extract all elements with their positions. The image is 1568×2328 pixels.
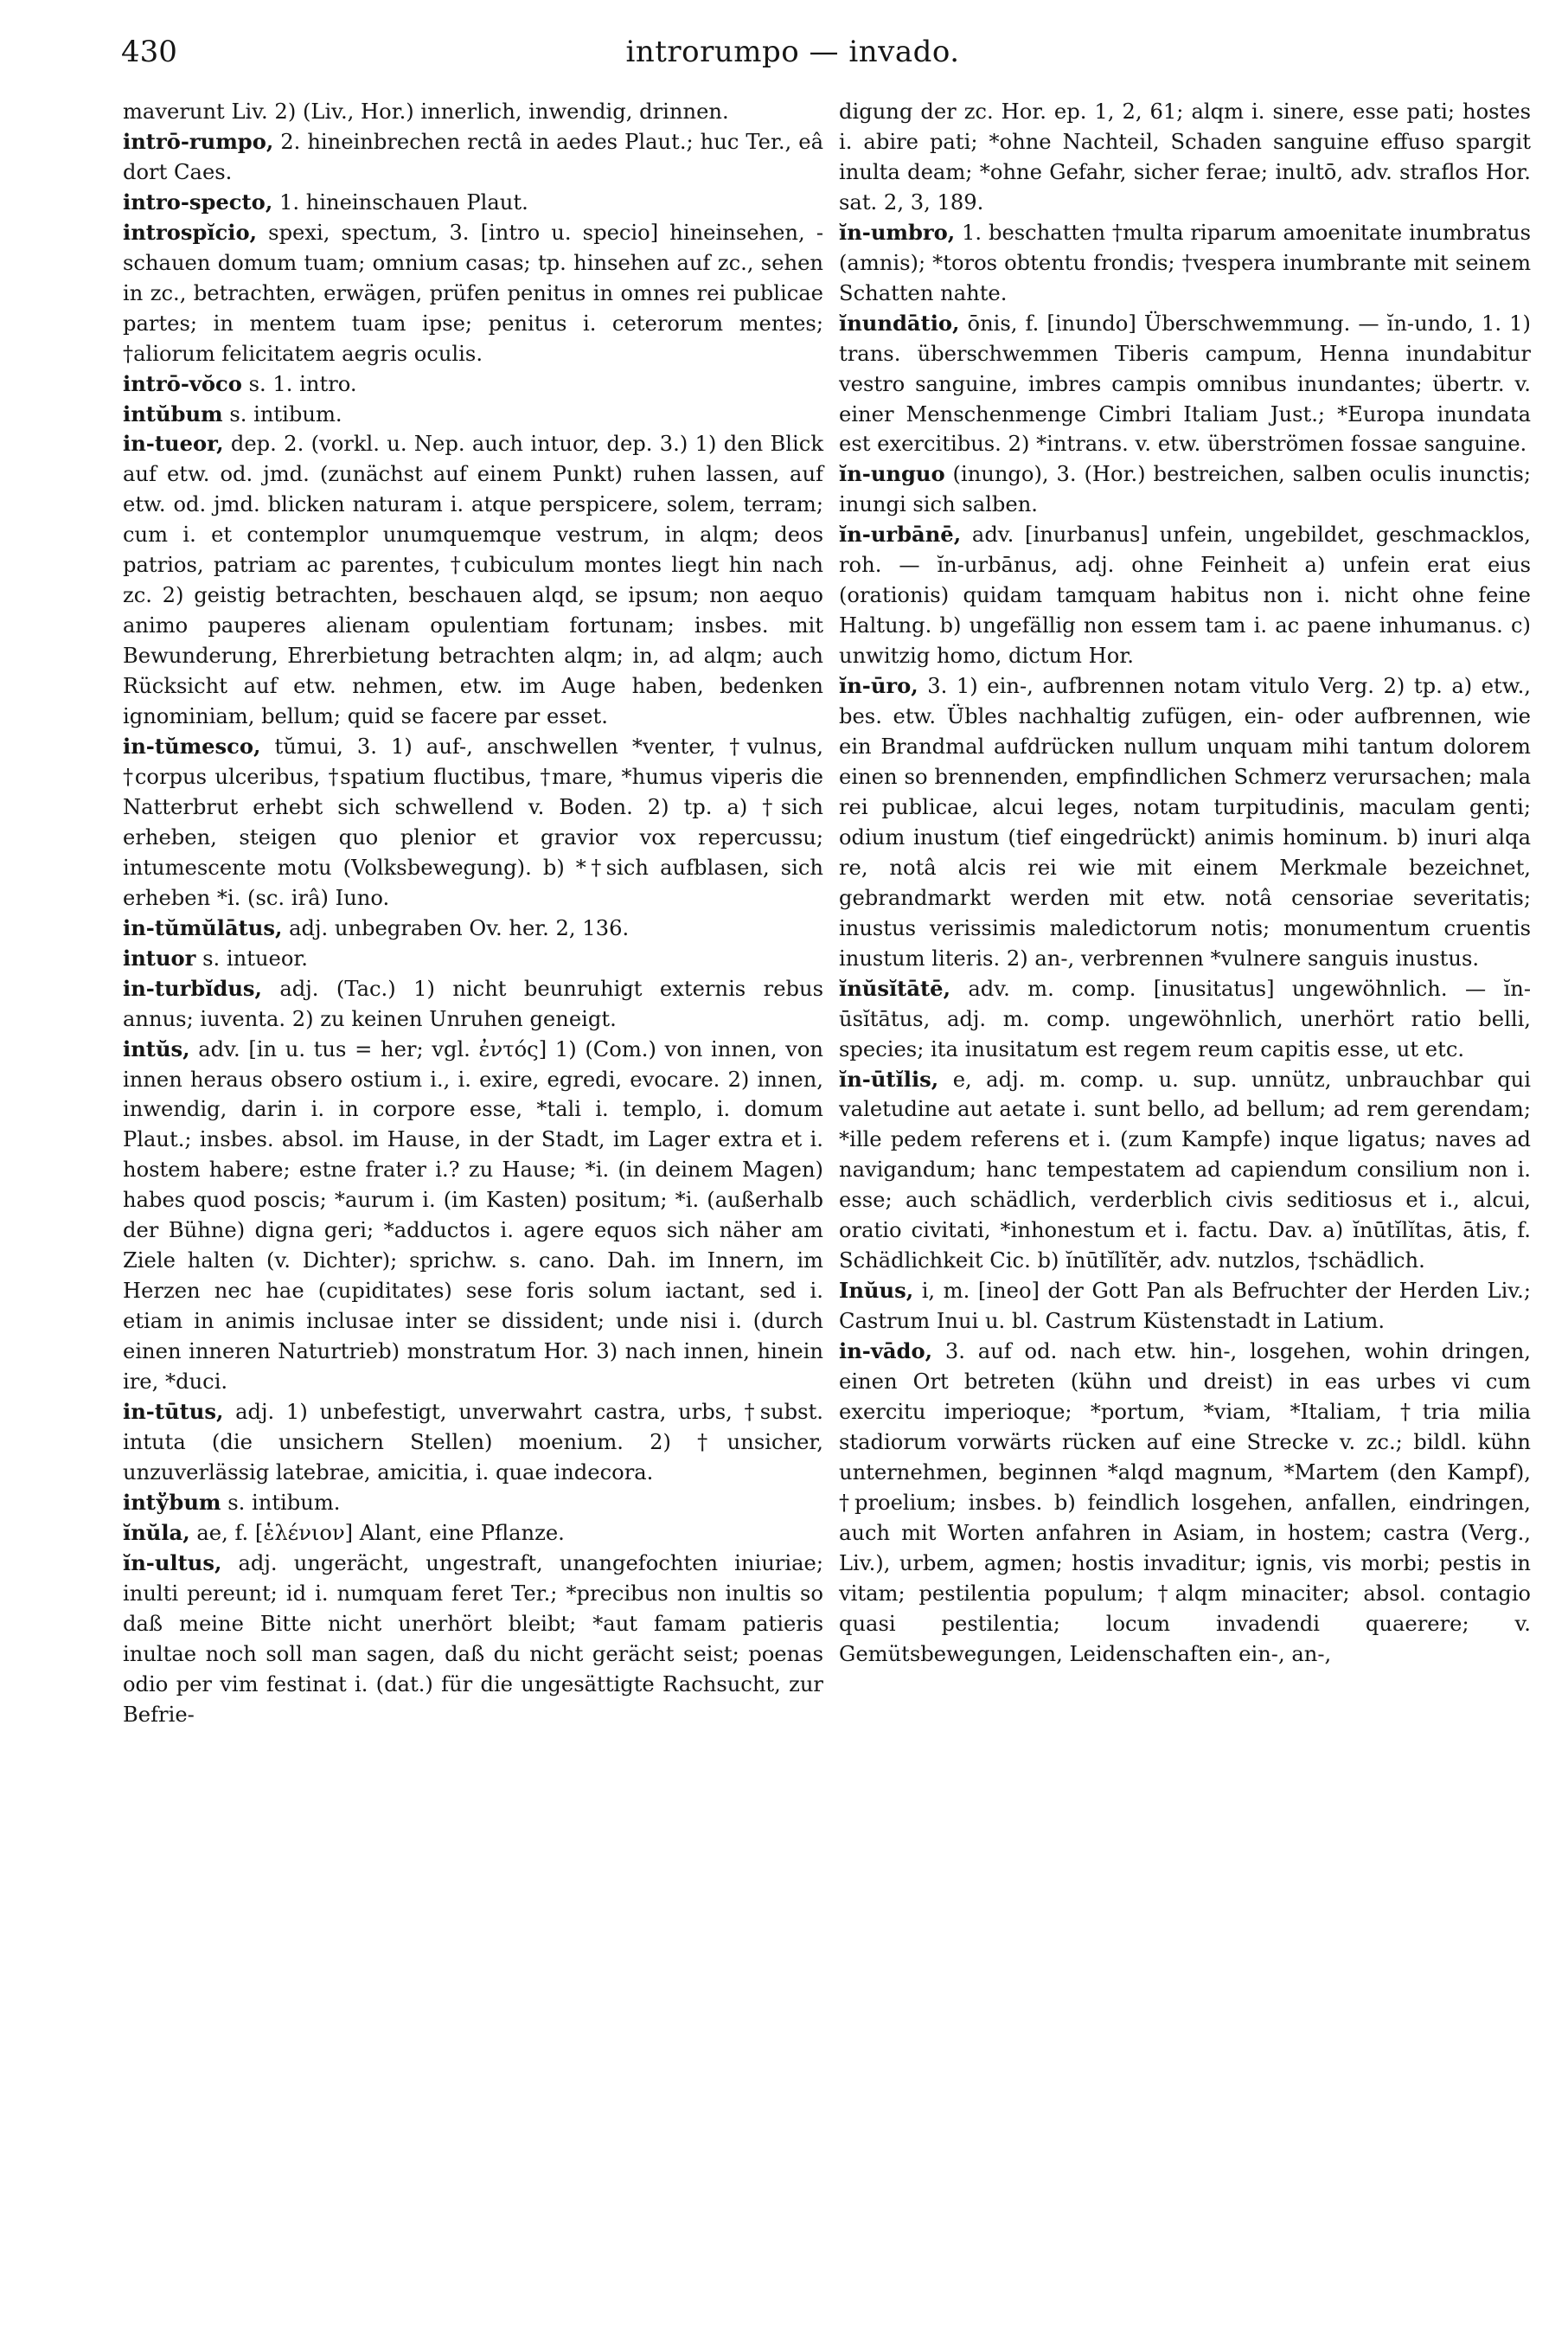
dictionary-entry (839, 1337, 1531, 1669)
dictionary-entry (123, 400, 823, 430)
entry-headword: ĭn-urbānē, (839, 522, 962, 548)
entry-headword: intrō-rumpo, (123, 128, 274, 154)
entry-headword: Inŭus, (839, 1278, 914, 1304)
dictionary-entry (123, 974, 823, 1035)
dictionary-entry (123, 188, 823, 218)
entry-headword: in-turbĭdus, (123, 975, 262, 1001)
entry-headword: in-tŭmesco, (123, 734, 261, 760)
dictionary-entry (123, 1549, 823, 1730)
entry-definition: 1. beschatten †multa riparum amoenitate inumbratus (amnis); *toros obtentu frondis; †vespera inumbrante mit seinem Schatten nahte. (839, 220, 1531, 305)
right-column (839, 97, 1531, 1670)
entry-headword: ĭn-umbro, (839, 219, 956, 245)
entry-definition: adj. unbegraben Ov. her. 2, 136. (289, 915, 630, 940)
entry-definition: dep. 2. (vorkl. u. Nep. auch intuor, dep. 3.) 1) den Blick auf etw. od. jmd. (zunächst auf einem Punkt) ruhen lassen, auf etw. od. jmd. blicken naturam i. atque perspicere, solem, terram; cum i. et contemplor unumquemque vestrum, in alqm; deos patrios, patriam ac parentes, †cubiculum montes liegt hin nach zc. 2) geistig betrachten, beschauen alqd, se ipsum; non aequo animo pauperes alienam opulentiam fortunam; insbes. mit Bewunderung, Ehrerbietung betrachten alqm; in, ad alqm; auch Rücksicht auf etw. nehmen, etw. im Auge haben, bedenken ignominiam, bellum; quid se facere par esset. (123, 432, 823, 729)
entry-headword: ĭnundātio, (839, 310, 960, 336)
dictionary-entry (839, 218, 1531, 309)
entry-definition: adj. 1) unbefestigt, unverwahrt castra, urbs, †subst. intuta (die unsichern Stellen) moenium. 2) †unsicher, unzuverlässig latebrae, amicitia, i. quae indecora. (123, 1399, 823, 1485)
entry-definition: 3. 1) ein-, aufbrennen notam vitulo Verg. 2) tp. a) etw., bes. etw. Übles nachhaltig zufügen, ein- oder aufbrennen, wie ein Brandmal aufdrücken nullum unquam mihi tantum dolorem einen so brennenden, empfindlichen Schmerz verursachen; mala rei publicae, alcui leges, notam turpitudinis, maculam genti; odium inustum (tief eingedrückt) animis hominum. b) inuri alqa re, notâ alcis rei wie mit einem Merkmale bezeichnet, gebrandmarkt werden mit etw. notâ censoriae severitatis; inustus verissimis maledictorum notis; monumentum cruentis inustum literis. 2) an-, verbrennen *vulnere sanguis inustus. (839, 674, 1531, 971)
entry-definition: (inungo), 3. (Hor.) bestreichen, salben oculis inunctis; inungi sich salben. (839, 462, 1531, 517)
dictionary-entry (839, 1276, 1531, 1337)
page-header (121, 35, 1464, 87)
entry-definition: adv. m. comp. [inusitatus] ungewöhnlich. — ĭn-ūsĭtātus, adj. m. comp. ungewöhnlich, unerhört ratio belli, species; ita inusitatum est regem reum capitis esse, ut etc. (839, 976, 1531, 1061)
entry-headword: intўbum (123, 1489, 221, 1515)
dictionary-entry (839, 1065, 1531, 1277)
entry-definition: tŭmui, 3. 1) auf-, anschwellen *venter, †vulnus, †corpus ulceribus, †spatium fluctibus, †mare, *humus viperis die Natterbrut erhebt sich schwellend v. Boden. 2) tp. a) †sich erheben, steigen quo plenior et gravior vox repercussu; intumescente motu (Volksbewegung). b) *†sich aufblasen, sich erheben *i. (sc. irâ) Iuno. (123, 734, 823, 910)
entry-headword: intrō-vŏco (123, 370, 242, 396)
entry-definition: s. intibum. (229, 401, 342, 426)
entry-headword: intŭbum (123, 401, 223, 426)
entry-headword: intro-specto, (123, 189, 273, 215)
dictionary-entry (123, 218, 823, 369)
entry-definition: digung der zc. Hor. ep. 1, 2, 61; alqm i. sinere, esse pati; hostes i. abire pati; *ohne Nachteil, Schaden sanguine effuso spargit inulta deam; *ohne Gefahr, sicher ferae; inultō, adv. straflos Hor. sat. 2, 3, 189. (839, 99, 1531, 215)
entry-definition: adj. ungerächt, ungestraft, unangefochten iniuriae; inulti pereunt; id i. numquam feret Ter.; *precibus non inultis so daß meine Bitte nicht unerhört bleibt; *aut famam patieris inultae noch soll man sagen, daß du nicht gerächt seist; poenas odio per vim festinat i. (dat.) für die ungesättigte Rachsucht, zur Befrie- (123, 1550, 823, 1727)
dictionary-entry (839, 97, 1531, 218)
entry-headword: ĭn-ultus, (123, 1549, 222, 1575)
entry-definition: maverunt Liv. 2) (Liv., Hor.) innerlich, inwendig, drinnen. (123, 99, 729, 124)
dictionary-entry (839, 520, 1531, 671)
dictionary-entry (123, 127, 823, 188)
dictionary-entry (123, 1035, 823, 1397)
entry-definition: adv. [in u. tus = her; vgl. ἐντός] 1) (Com.) von innen, von innen heraus obsero ostium i., i. exire, egredi, evocare. 2) innen, inwendig, darin i. in corpore esse, *tali i. templo, i. domum Plaut.; insbes. absol. im Hause, in der Stadt, im Lager extra et i. hostem habere; estne frater i.? zu Hause; *i. (in deinem Magen) habes quod poscis; *aurum i. (im Kasten) positum; *i. (außerhalb der Bühne) digna geri; *adductos i. agere equos sich näher am Ziele halten (v. Dichter); sprichw. s. cano. Dah. im Innern, im Herzen nec hae (cupiditates) sese foris solum iactant, sed i. etiam in animis inclusae inter se dissident; unde nisi i. (durch einen inneren Naturtrieb) monstratum Hor. 3) nach innen, hinein ire, *duci. (123, 1036, 823, 1395)
dictionary-entry (123, 429, 823, 732)
entry-definition: spexi, spectum, 3. [intro u. specio] hineinsehen, -schauen domum tuam; omnium casas; tp. hinsehen auf zc., sehen in zc., betrachten, erwägen, prüfen penitus in omnes rei publicae partes; in mentem tuam ipse; penitus i. ceterorum mentes; †aliorum felicitatem aegris oculis. (123, 220, 823, 366)
dictionary-entry (123, 1488, 823, 1518)
dictionary-entry (123, 1518, 823, 1549)
entry-headword: intŭs, (123, 1036, 190, 1061)
entry-headword: in-tŭmŭlātus, (123, 914, 283, 940)
entry-definition: e, adj. m. comp. u. sup. unnütz, unbrauchbar qui valetudine aut aetate i. sunt bello, ad bellum; ad rem gerendam; *ille pedem referens et i. (zum Kampfe) inque ligatus; naves ad navigandum; hanc tempestatem ad capiendum consilium non i. esse; auch schädlich, verderblich civis seditiosus et i., alcui, oratio civitati, *inhonestum et i. factu. Dav. a) ĭnūtĭlĭtas, ātis, f. Schädlichkeit Cic. b) ĭnūtĭlĭtĕr, adv. nutzlos, †schädlich. (839, 1067, 1531, 1273)
dictionary-entry (123, 914, 823, 944)
entry-definition: s. intueor. (202, 946, 308, 971)
entry-headword: ĭn-ūro, (839, 673, 918, 699)
entry-headword: in-tūtus, (123, 1398, 224, 1424)
entry-definition: ae, f. [ἑλένιον] Alant, eine Pflanze. (196, 1520, 565, 1545)
dictionary-entry (123, 1397, 823, 1488)
entry-headword: ĭnŭla, (123, 1519, 190, 1545)
dictionary-entry (123, 732, 823, 914)
entry-definition: 3. auf od. nach etw. hin-, losgehen, wohin dringen, einen Ort betreten (kühn und dreist) in eas urbes vi cum exercitu imperioque; *portum, *viam, *Italiam, †tria milia stadiorum vorwärts rücken auf eine Strecke v. zc.; bildl. kühn unternehmen, beginnen *alqd magnum, *Martem (den Kampf), †proelium; insbes. b) feindlich losgehen, anfallen, eindringen, auch mit Worten anfahren in Asiam, in hostem; castra (Verg., Liv.), urbem, agmen; hostis invaditur; ignis, vis morbi; pestis in vitam; pestilentia populum; †alqm minaciter; absol. contagio quasi pestilentia; locum invadendi quaerere; v. Gemütsbewegungen, Leidenschaften ein-, an-, (839, 1339, 1531, 1666)
running-head: introrumpo — invado. (625, 35, 960, 69)
dictionary-entry (123, 97, 823, 127)
entry-definition: 1. hineinschauen Plaut. (278, 189, 528, 215)
dictionary-entry (839, 459, 1531, 520)
dictionary-entry (839, 974, 1531, 1065)
entry-definition: i, m. [ineo] der Gott Pan als Befruchter der Herden Liv.; Castrum Inui u. bl. Castrum Küstenstadt in Latium. (839, 1279, 1531, 1334)
entry-definition: 2. hineinbrechen rectâ in aedes Plaut.; huc Ter., eâ dort Caes. (123, 129, 823, 184)
dictionary-entry (839, 309, 1531, 460)
entry-headword: in-vādo, (839, 1338, 933, 1364)
left-column (123, 97, 823, 1729)
dictionary-entry (123, 944, 823, 974)
entry-headword: ĭn-unguo (839, 461, 945, 487)
entry-definition: ōnis, f. [inundo] Überschwemmung. — ĭn-undo, 1. 1) trans. überschwemmen Tiberis campum, Henna inundabitur vestro sanguine, imbres campis omnibus inundantes; übertr. v. einer Menschenmenge Cimbri Italiam Just.; *Europa inundata est exercitibus. 2) *intrans. v. etw. überströmen fossae sanguine. (839, 311, 1531, 457)
entry-definition: s. 1. intro. (248, 371, 357, 396)
entry-headword: ĭn-ūtĭlis, (839, 1066, 939, 1092)
entry-headword: in-tueor, (123, 431, 224, 457)
entry-headword: introspĭcio, (123, 219, 258, 245)
entry-definition: adj. (Tac.) 1) nicht beunruhigt externis rebus annus; iuventa. 2) zu keinen Unruhen geneigt. (123, 976, 823, 1031)
entry-headword: ĭnŭsĭtātē, (839, 975, 950, 1001)
entry-definition: s. intibum. (227, 1490, 341, 1515)
dictionary-entry (123, 369, 823, 400)
entry-headword: intuor (123, 945, 196, 971)
page-number: 430 (121, 35, 177, 69)
entry-definition: adv. [inurbanus] unfein, ungebildet, geschmacklos, roh. — ĭn-urbānus, adj. ohne Feinheit a) unfein erat eius (orationis) quidam tamquam habitus non i. nicht ohne feine Haltung. b) ungefällig non essem tam i. ac paene inhumanus. c) unwitzig homo, dictum Hor. (839, 523, 1531, 669)
dictionary-entry (839, 671, 1531, 974)
